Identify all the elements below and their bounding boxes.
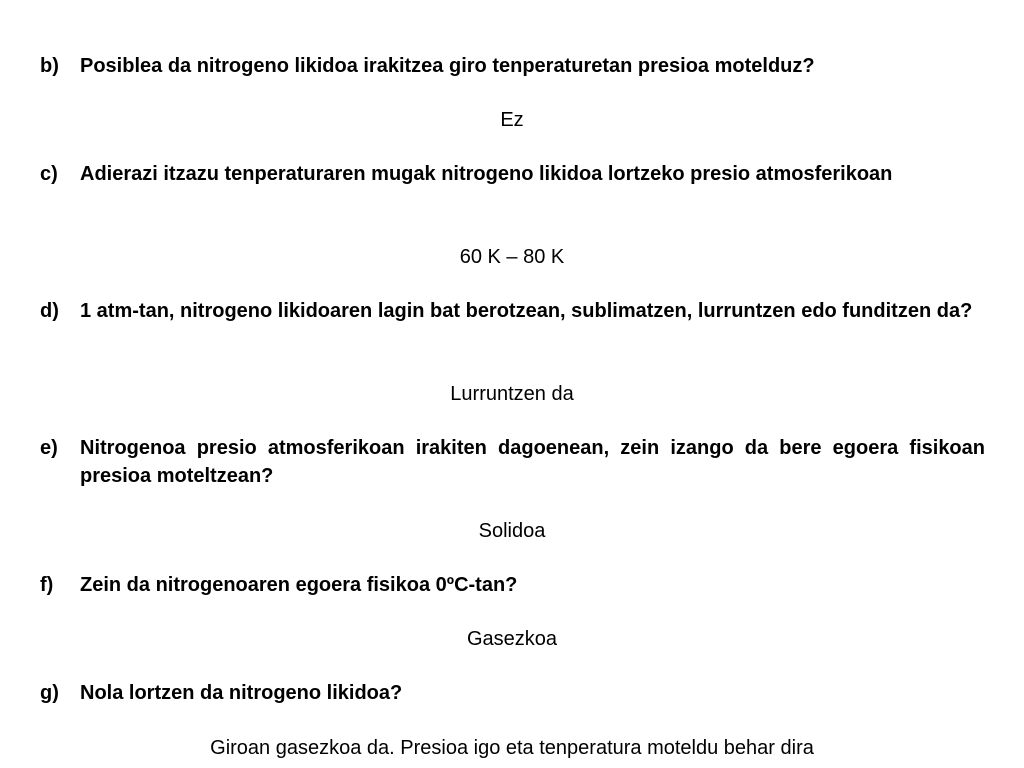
answer-f: Gasezkoa xyxy=(466,628,558,650)
question-text: 1 atm-tan, nitrogeno likidoaren lagin bat berotzean, sublimatzen, lurruntzen edo funditzen da? xyxy=(80,300,973,322)
question-letter: f) xyxy=(40,574,54,596)
question-text: Posiblea da nitrogeno likidoa irakitzea giro tenperaturetan presioa motelduz? xyxy=(80,55,815,77)
question-c xyxy=(40,160,985,188)
question-f xyxy=(40,571,985,599)
question-letter: g) xyxy=(40,682,59,704)
question-text: Nitrogenoa presio atmosferikoan irakiten dagoenean, zein izango da bere egoera fisikoan presioa moteltzean? xyxy=(80,437,985,487)
answer-g: Giroan gasezkoa da. Presioa igo eta tenperatura moteldu behar dira xyxy=(210,737,814,759)
question-g xyxy=(40,679,985,707)
question-letter: e) xyxy=(40,437,58,459)
question-b xyxy=(40,52,985,80)
answer-d: Lurruntzen da xyxy=(450,383,574,405)
question-d xyxy=(40,297,985,325)
question-letter: c) xyxy=(40,163,58,185)
question-letter: b) xyxy=(40,55,59,77)
answer-e: Solidoa xyxy=(478,520,546,542)
question-text: Nola lortzen da nitrogeno likidoa? xyxy=(80,682,403,704)
question-letter: d) xyxy=(40,300,59,322)
question-e xyxy=(40,434,985,490)
question-text: Zein da nitrogenoaren egoera fisikoa 0ºC-tan? xyxy=(80,574,518,596)
question-text: Adierazi itzazu tenperaturaren mugak nitrogeno likidoa lortzeko presio atmosferikoan xyxy=(80,163,893,185)
answer-b: Ez xyxy=(500,109,524,131)
answer-c: 60 K – 80 K xyxy=(459,246,565,268)
